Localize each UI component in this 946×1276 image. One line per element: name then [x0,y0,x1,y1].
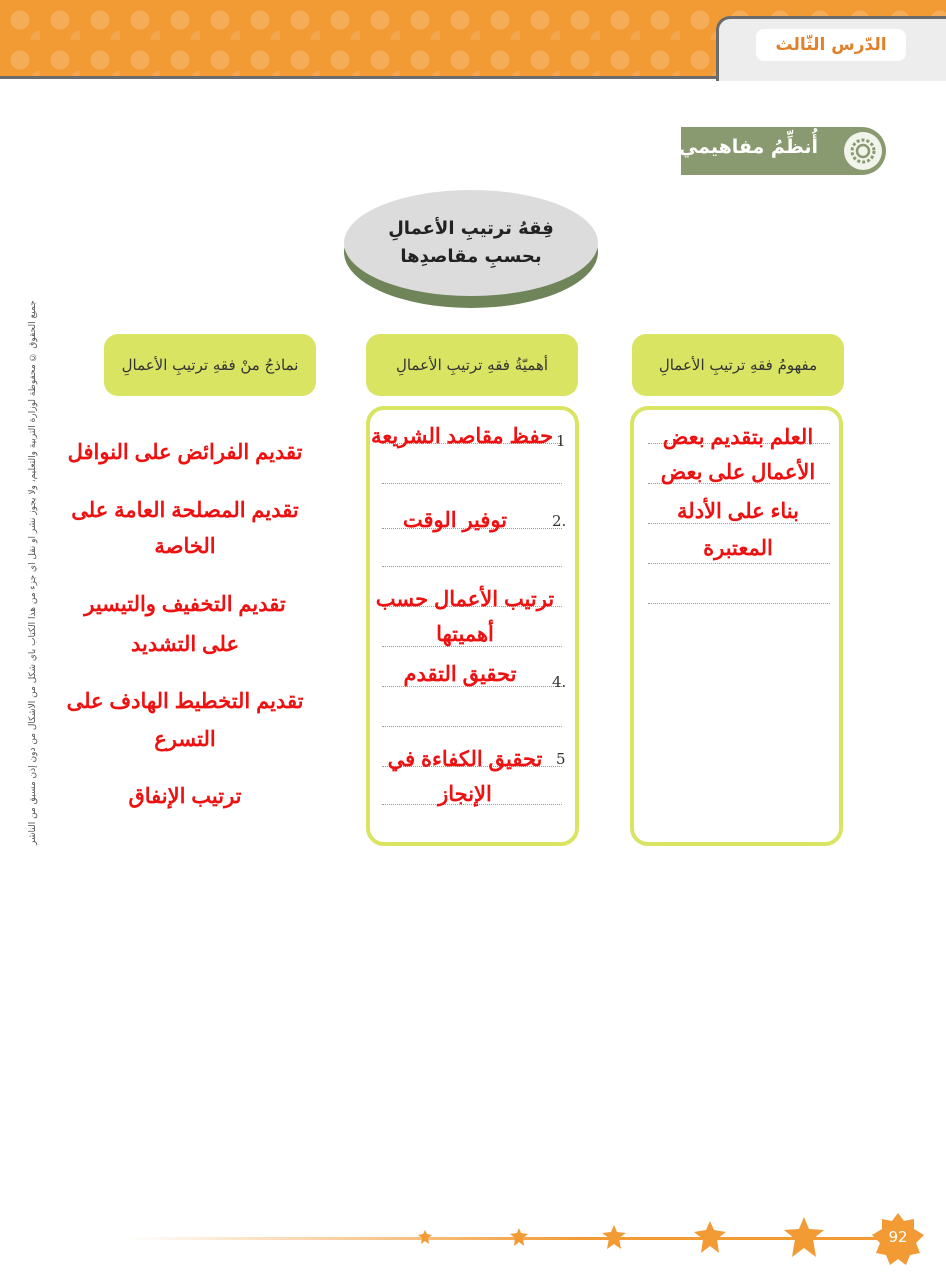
importance-item-5: تحقيق الكفاءة في [387,748,543,771]
answer-line [382,566,562,567]
examples-header: نماذجُ منْ فقهِ ترتيبِ الأعمالِ [104,334,316,396]
item-number: 5 [556,750,566,768]
example-item-2: تقديم المصلحة العامة على [71,499,299,522]
importance-header: أهميّةُ فقهِ ترتيبِ الأعمالِ [366,334,578,396]
concept-answer-line-3: بناء على الأدلة [677,500,799,523]
concept-header: مفهومُ فقهِ ترتيبِ الأعمالِ [632,334,844,396]
example-item-5: ترتيب الإنفاق [128,785,242,808]
page-number: 92 [888,1228,908,1246]
footer-line [126,1237,886,1240]
item-number: 1 [556,432,566,450]
item-number: 2. [552,512,567,530]
importance-item-2: توفير الوقت [402,509,508,532]
example-item-3: تقديم التخفيف والتيسير [84,593,286,616]
example-item-1: تقديم الفرائض على النوافل [67,441,303,464]
answer-line [648,603,830,604]
gear-icon [844,132,882,170]
header-divider [0,76,720,79]
section-title: أُنظِّمُ مفاهيمي [678,136,818,158]
star-icon [784,1217,824,1257]
concept-answer-line-4: المعتبرة [703,537,773,560]
importance-item-5-cont: الإنجاز [438,783,492,806]
topic-line-2: بحسبِ مقاصدِها [400,246,542,267]
example-item-4-cont: التسرع [154,728,216,751]
topic-ellipse [344,190,598,296]
example-item-3-cont: على التشديد [130,633,239,656]
topic-line-1: فِقهُ ترتيبِ الأعمالِ [388,218,554,240]
importance-item-3: ترتيب الأعمال حسب [375,588,555,611]
star-icon [418,1230,432,1244]
star-icon [510,1228,528,1246]
copyright-notice: جميع الحقوق © محفوظة لوزارة التربية والتعليم، ولا يجوز نشر أو نقل أي جزء من هذا الكتاب بأي شكل من الأشكال من دون إذن مسبق من الناشر [28,300,38,845]
answer-line [382,483,562,484]
star-icon [694,1221,726,1253]
example-item-4: تقديم التخطيط الهادف على [66,690,304,713]
star-icon [602,1225,626,1249]
importance-item-1: حفظ مقاصد الشريعة [370,425,554,448]
answer-line [382,726,562,727]
lesson-label: الدّرس الثّالث [756,29,906,61]
item-number: 4. [552,673,567,691]
concept-answer-line-1: العلم بتقديم بعض [662,426,814,449]
importance-item-4: تحقيق التقدم [403,663,517,686]
section-title-badge [678,127,886,175]
importance-item-3-cont: أهميتها [436,623,494,646]
concept-answer-line-2: الأعمال على بعض [660,461,816,484]
page-number-badge [872,1213,924,1265]
example-item-2-cont: الخاصة [154,535,216,558]
